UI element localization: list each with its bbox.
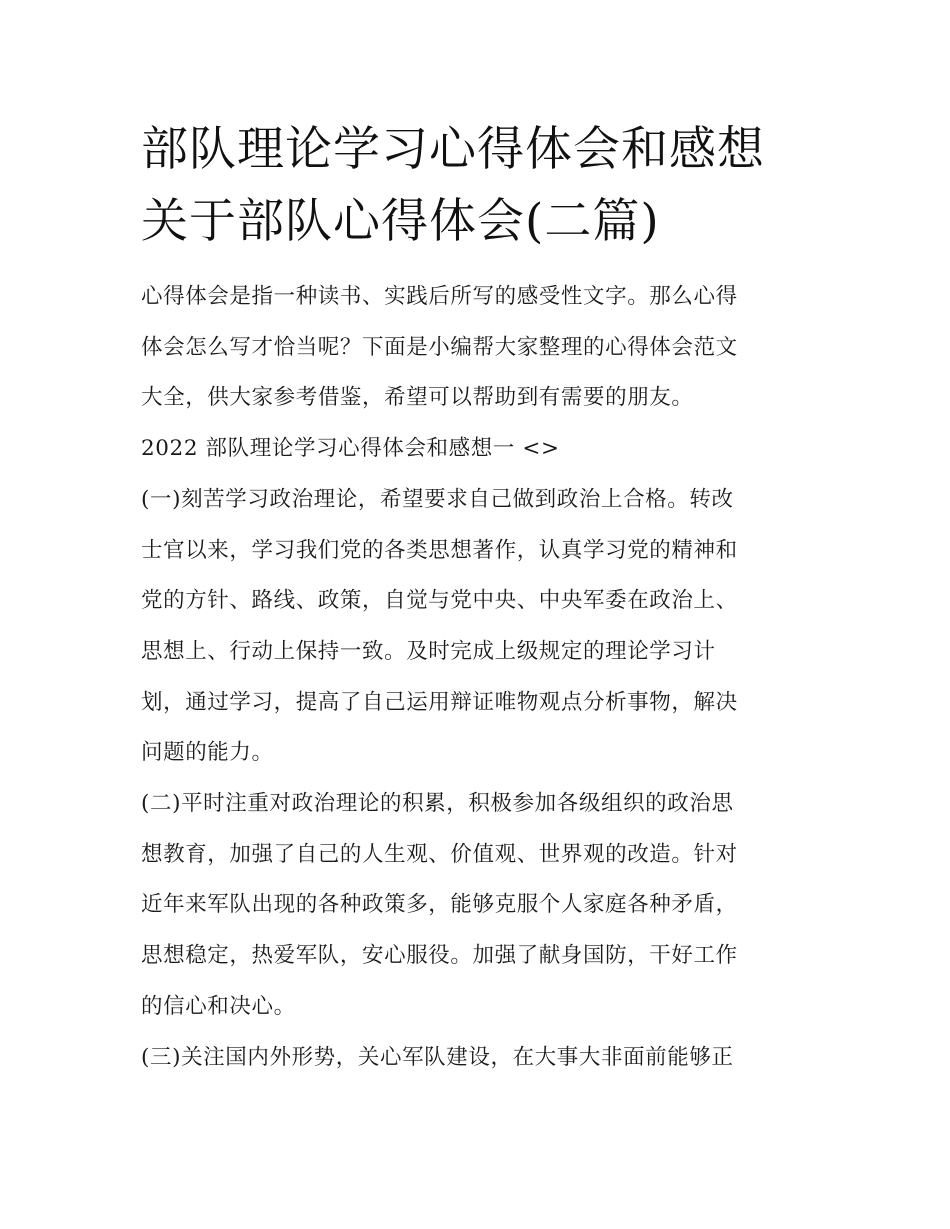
text-line: 近年来军队出现的各种政策多，能够克服个人家庭各种矛盾， [141, 892, 738, 918]
paragraph-3 [141, 1033, 813, 1084]
section-heading [141, 424, 813, 475]
document-title [141, 114, 813, 258]
text-line: 士官以来，学习我们党的各类思想著作，认真学习党的精神和 [141, 537, 738, 563]
text-line: 2022 部队理论学习心得体会和感想一 <> [141, 436, 560, 462]
text-line: 想教育，加强了自己的人生观、价值观、世界观的改造。针对 [141, 841, 738, 867]
intro-paragraph [141, 272, 813, 424]
text-line: 思想上、行动上保持一致。及时完成上级规定的理论学习计 [141, 638, 716, 664]
text-line: 思想稳定，热爱军队，安心服役。加强了献身国防，干好工作 [141, 943, 738, 969]
title-line-1: 部队理论学习心得体会和感想 [141, 122, 765, 177]
title-line-2: 关于部队心得体会(二篇) [141, 194, 660, 249]
text-line: (一)刻苦学习政治理论，希望要求自己做到政治上合格。转改 [141, 486, 734, 512]
text-line: 大全，供大家参考借鉴，希望可以帮助到有需要的朋友。 [141, 385, 694, 411]
text-line: 的信心和决心。 [141, 993, 296, 1019]
text-line: 心得体会是指一种读书、实践后所写的感受性文字。那么心得 [141, 284, 738, 309]
paragraph-2 [141, 779, 813, 1033]
paragraph-1 [141, 475, 813, 779]
document-page [141, 114, 813, 1083]
text-line: 划，通过学习，提高了自己运用辩证唯物观点分析事物，解决 [141, 689, 738, 715]
text-line: 党的方针、路线、政策，自觉与党中央、中央军委在政治上、 [141, 588, 738, 614]
text-line: 问题的能力。 [141, 740, 274, 766]
text-line: (三)关注国内外形势，关心军队建设，在大事大非面前能够正 [141, 1044, 734, 1070]
text-line: 体会怎么写才恰当呢？下面是小编帮大家整理的心得体会范文 [141, 334, 738, 360]
text-line: (二)平时注重对政治理论的积累，积极参加各级组织的政治思 [141, 791, 734, 817]
